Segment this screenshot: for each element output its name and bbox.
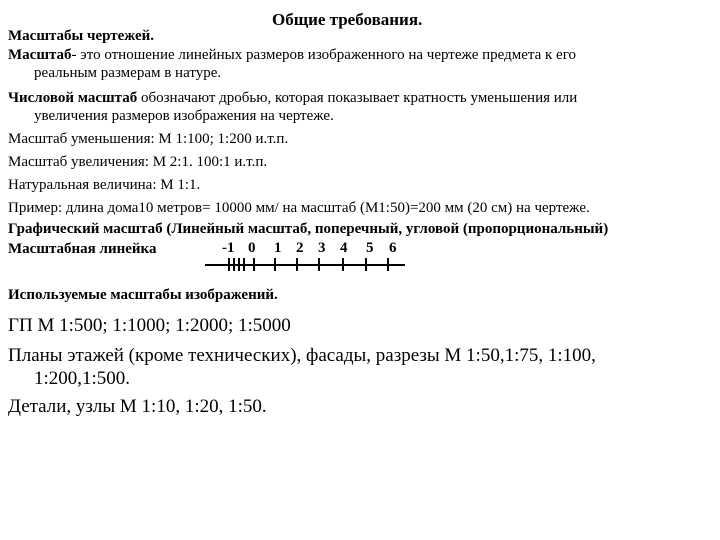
reduction-scale: Масштаб уменьшения: М 1:100; 1:200 и.т.п. bbox=[8, 131, 289, 147]
ruler-tick-label: 2 bbox=[296, 240, 304, 256]
ruler-tick-label: 3 bbox=[318, 240, 326, 256]
plans-scales: Планы этажей (кроме технических), фасады, разрезы М 1:50,1:75, 1:100, bbox=[8, 345, 596, 366]
scale-definition-cont: реальным размерам в натуре. bbox=[34, 65, 222, 81]
scale-definition-text: - это отношение линейных размеров изображенного на чертеже предмета к его bbox=[71, 47, 576, 63]
gp-scales: ГП М 1:500; 1:1000; 1:2000; 1:5000 bbox=[8, 315, 291, 336]
ruler-tick-label: -1 bbox=[222, 240, 235, 256]
enlargement-scale: Масштаб увеличения: М 2:1. 100:1 и.т.п. bbox=[8, 154, 268, 170]
details-scales: Детали, узлы М 1:10, 1:20, 1:50. bbox=[8, 396, 267, 417]
ruler-tick-label: 4 bbox=[340, 240, 348, 256]
numeric-scale-cont: увеличения размеров изображения на чертеже. bbox=[34, 108, 334, 124]
ruler-tick-label: 1 bbox=[274, 240, 282, 256]
scale-term: Масштаб bbox=[8, 47, 72, 63]
section-heading-used-scales: Используемые масштабы изображений. bbox=[8, 287, 278, 303]
plans-scales-cont: 1:200,1:500. bbox=[34, 368, 131, 389]
page-title: Общие требования. bbox=[272, 10, 423, 29]
ruler-tick-label: 6 bbox=[389, 240, 397, 256]
ruler-tick-label: 5 bbox=[366, 240, 374, 256]
ruler-tick-label: 0 bbox=[248, 240, 256, 256]
graphic-scale-line: Графический масштаб (Линейный масштаб, поперечный, угловой (пропорциональный) bbox=[8, 221, 609, 237]
ruler-label: Масштабная линейка bbox=[8, 241, 157, 257]
section-heading-drawing-scales: Масштабы чертежей. bbox=[8, 28, 155, 44]
numeric-scale-text: обозначают дробью, которая показывает кратность уменьшения или bbox=[137, 90, 578, 106]
natural-size: Натуральная величина: М 1:1. bbox=[8, 177, 201, 193]
example-line: Пример: длина дома10 метров= 10000 мм/ на масштаб (М1:50)=200 мм (20 см) на чертеже. bbox=[8, 200, 590, 216]
numeric-scale-term: Числовой масштаб bbox=[8, 90, 138, 106]
